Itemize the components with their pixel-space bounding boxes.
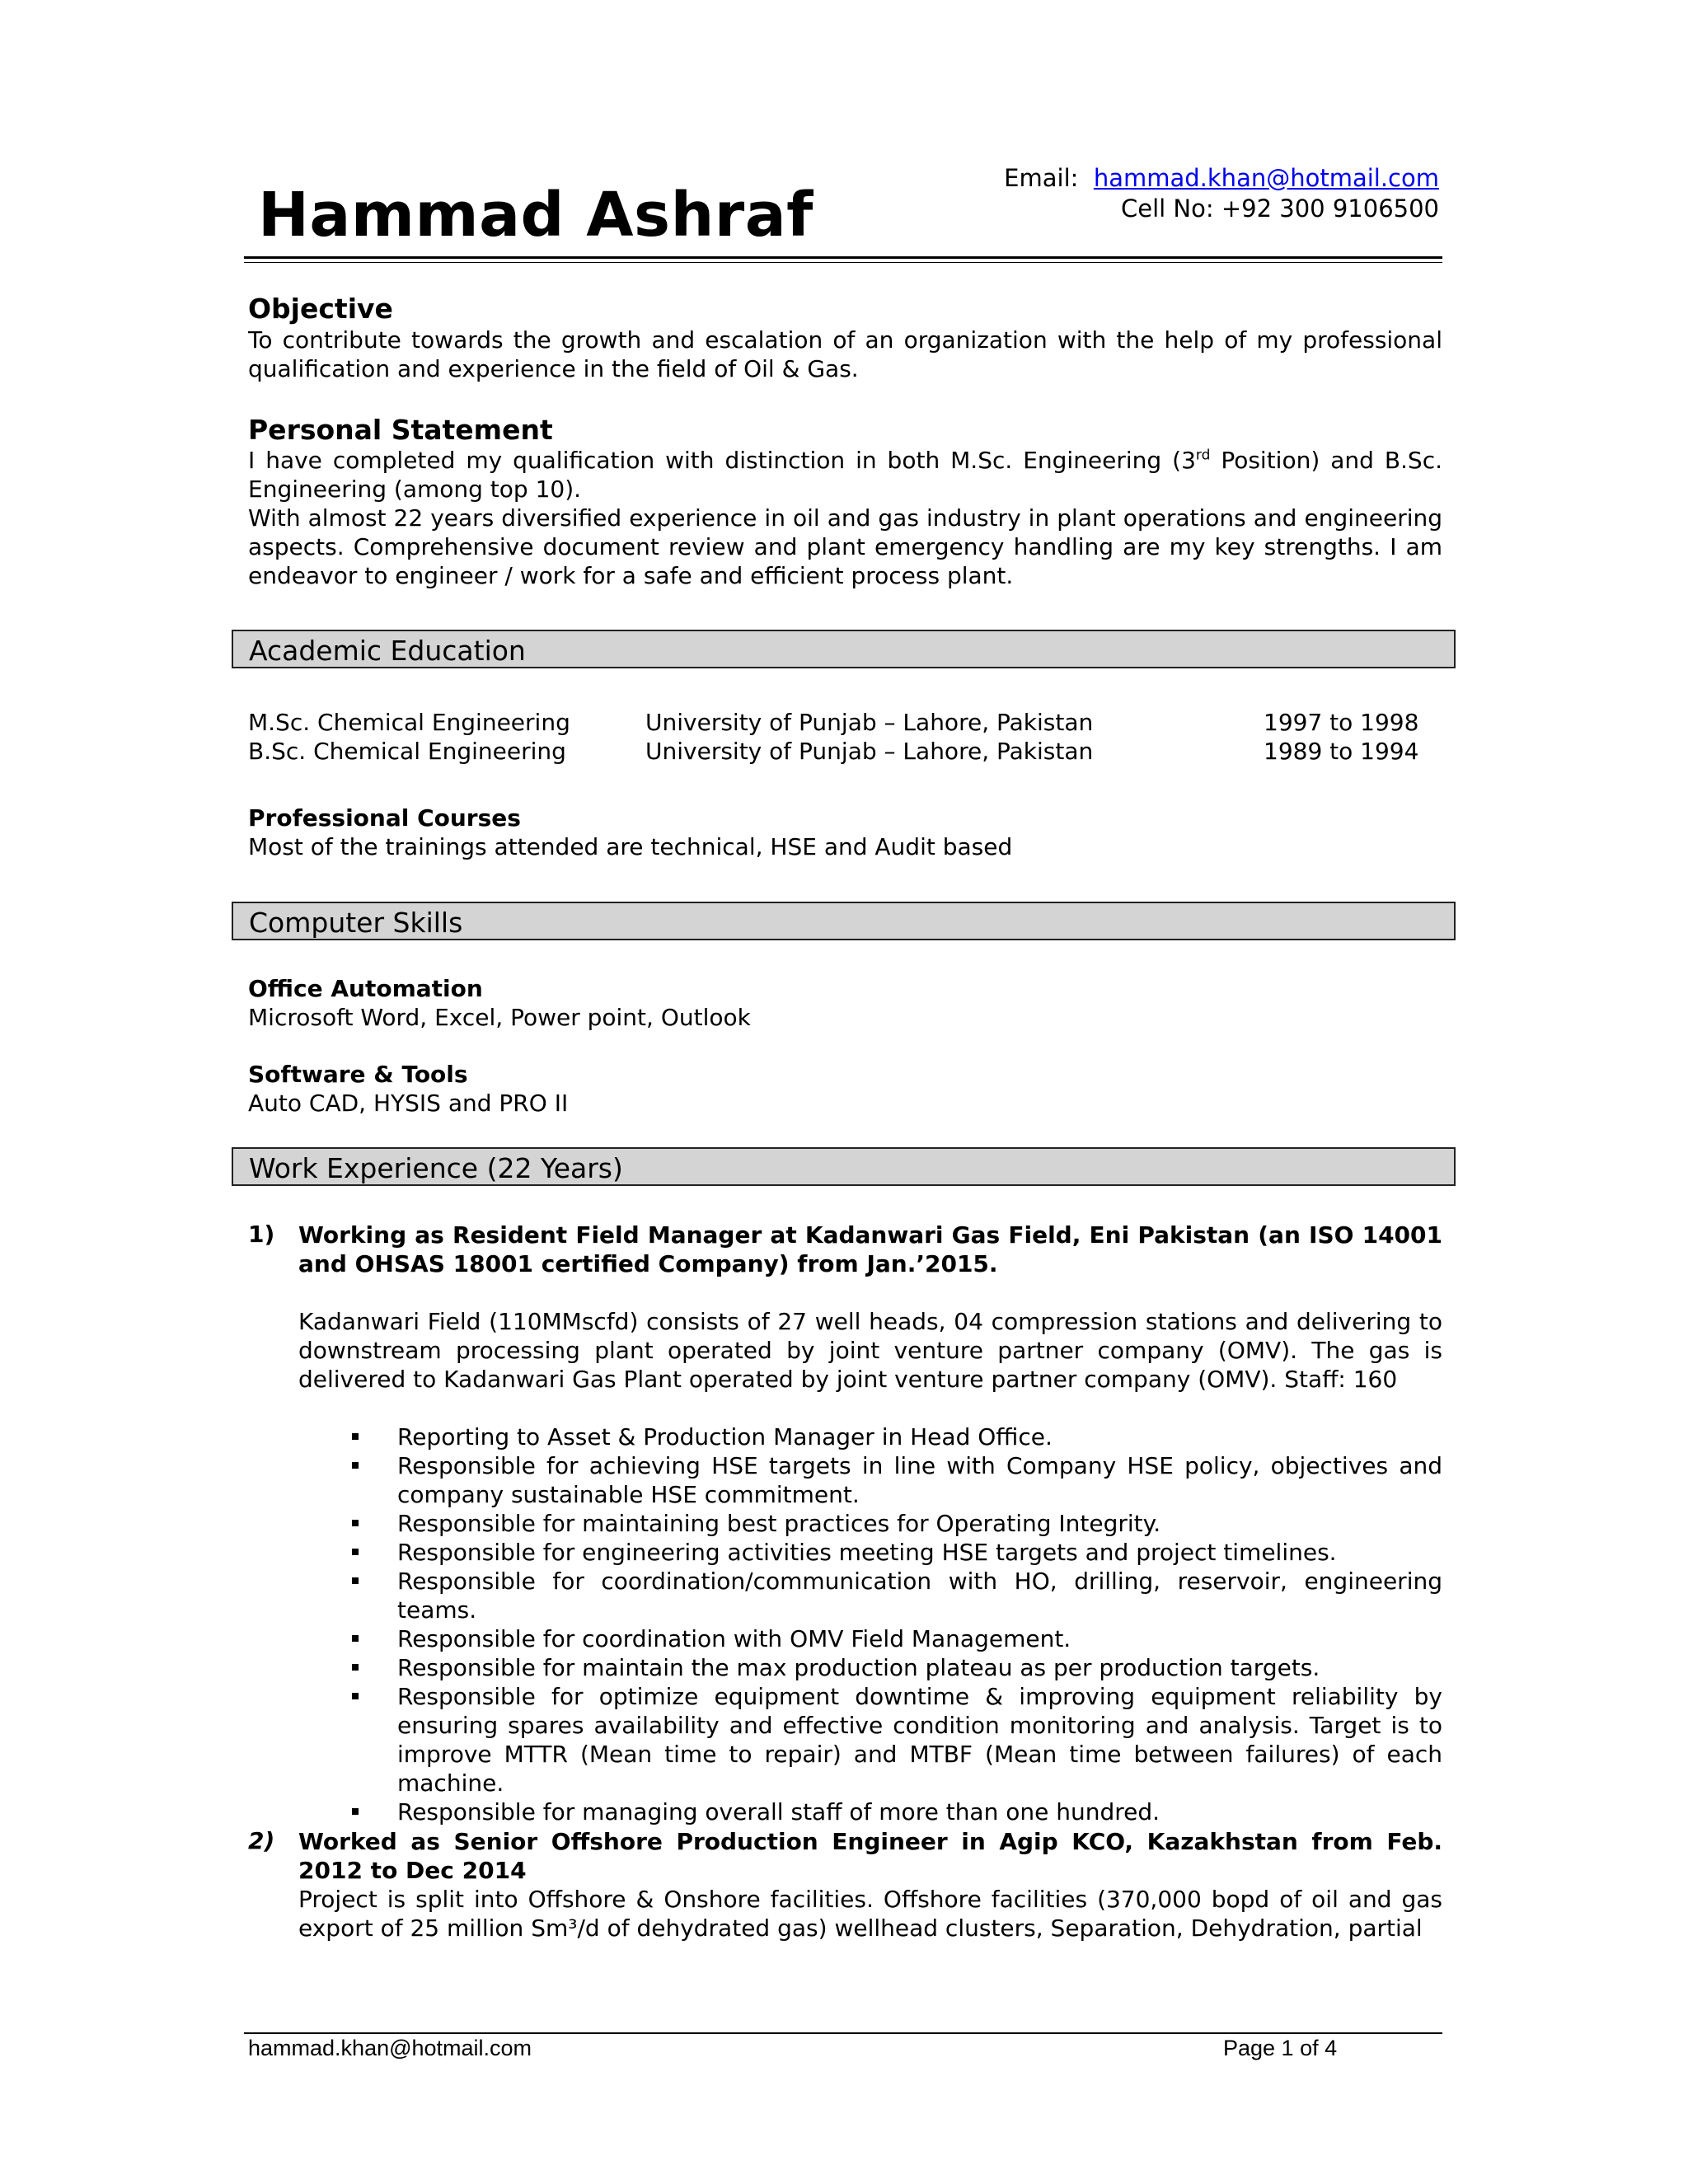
- computer-skills-heading: Computer Skills: [249, 907, 463, 939]
- bullet-icon: [352, 1462, 359, 1469]
- cell-number: Cell No: +92 300 9106500: [1121, 194, 1439, 223]
- candidate-name: Hammad Ashraf: [258, 180, 814, 251]
- list-item: Responsible for maintain the max production plateau as per production targets.: [298, 1653, 1442, 1682]
- list-item: Responsible for maintaining best practices for Operating Integrity.: [298, 1509, 1442, 1538]
- years: 1989 to 1994: [1264, 738, 1419, 765]
- bullet-icon: [352, 1808, 359, 1815]
- list-item: Responsible for managing overall staff of more than one hundred.: [298, 1797, 1442, 1826]
- footer-email-link[interactable]: hammad.khan@hotmail.com: [248, 2036, 532, 2060]
- job-number: 2): [248, 1827, 275, 1854]
- education-row: [248, 709, 1451, 738]
- bullet-icon: [352, 1664, 359, 1671]
- list-item: Responsible for coordination with OMV Field Management.: [298, 1624, 1442, 1653]
- personal-statement-heading: Personal Statement: [248, 414, 553, 446]
- job-description: Project is split into Offshore & Onshore facilities. Offshore facilities (370,000 bopd of oil and gas export of 25 million Sm³/d of dehydrated gas) wellhead clusters, Separation, Dehydration, partial: [298, 1886, 1442, 1942]
- bullet-icon: [352, 1549, 359, 1555]
- bullet-icon: [352, 1433, 359, 1440]
- list-item: Responsible for optimize equipment downtime & improving equipment reliability by ensuring spares availability and effective condition monitoring and analysis. Target is to improve MTTR (Mean time to repair) and MTBF (Mean time between failures) of each machine.: [298, 1682, 1442, 1797]
- list-item: Responsible for coordination/communication with HO, drilling, reservoir, engineering teams.: [298, 1567, 1442, 1624]
- header-rule-thin: [244, 262, 1442, 263]
- work-experience-heading: Work Experience (22 Years): [249, 1152, 623, 1184]
- job-responsibilities: [298, 1422, 1442, 1826]
- section-bar-computer-skills: [232, 902, 1456, 940]
- email-label: Email:: [1004, 164, 1079, 192]
- list-item: Responsible for engineering activities meeting HSE targets and project timelines.: [298, 1538, 1442, 1567]
- job-title: Working as Resident Field Manager at Kadanwari Gas Field, Eni Pakistan (an ISO 14001 and OHSAS 18001 certified Company) from Jan.’2015.: [298, 1221, 1442, 1277]
- software-tools-text: Auto CAD, HYSIS and PRO II: [248, 1090, 569, 1117]
- section-bar-work-experience: [232, 1147, 1456, 1186]
- office-automation-heading: Office Automation: [248, 975, 483, 1002]
- job-number: 1): [248, 1221, 275, 1248]
- email-line: [1004, 163, 1439, 194]
- contact-block: [1004, 163, 1439, 224]
- education-heading: Academic Education: [249, 635, 526, 667]
- personal-statement-p2: With almost 22 years diversified experience in oil and gas industry in plant operations and engineering aspects. Comprehensive document review and plant emergency handling are my key strengths. I am endeavor to engineer / work for a safe and efficient process plant.: [248, 504, 1442, 589]
- degree: B.Sc. Chemical Engineering: [248, 738, 566, 765]
- education-row: [248, 738, 1451, 766]
- objective-heading: Objective: [248, 293, 393, 325]
- institute: University of Punjab – Lahore, Pakistan: [645, 709, 1094, 736]
- institute: University of Punjab – Lahore, Pakistan: [645, 738, 1094, 765]
- degree: M.Sc. Chemical Engineering: [248, 709, 570, 736]
- office-automation-text: Microsoft Word, Excel, Power point, Outlook: [248, 1004, 751, 1031]
- bullet-icon: [352, 1577, 359, 1584]
- header-rule-thick: [244, 256, 1442, 259]
- years: 1997 to 1998: [1264, 709, 1419, 736]
- objective-text: To contribute towards the growth and escalation of an organization with the help of my professional qualification and experience in the field of Oil & Gas.: [248, 326, 1442, 382]
- footer-rule: [244, 2032, 1442, 2034]
- list-item: Reporting to Asset & Production Manager in Head Office.: [298, 1422, 1442, 1451]
- personal-statement-p1: I have completed my qualification with distinction in both M.Sc. Engineering (3rd Position) and B.Sc. Engineering (among top 10).: [248, 447, 1442, 503]
- professional-courses-heading: Professional Courses: [248, 804, 521, 832]
- section-bar-education: [232, 630, 1456, 668]
- bullet-icon: [352, 1520, 359, 1526]
- bullet-icon: [352, 1635, 359, 1642]
- page-number: Page 1 of 4: [1223, 2036, 1338, 2060]
- job-description: Kadanwari Field (110MMscfd) consists of 27 well heads, 04 compression stations and delivering to downstream processing plant operated by joint venture partner company (OMV). The gas is delivered to Kadanwari Gas Plant operated by joint venture partner company (OMV). Staff: 160: [298, 1308, 1442, 1393]
- professional-courses-text: Most of the trainings attended are technical, HSE and Audit based: [248, 833, 1013, 860]
- footer-email: [248, 2036, 532, 2061]
- list-item: Responsible for achieving HSE targets in line with Company HSE policy, objectives and company sustainable HSE commitment.: [298, 1451, 1442, 1509]
- software-tools-heading: Software & Tools: [248, 1061, 468, 1088]
- bullet-icon: [352, 1693, 359, 1699]
- job-title: Worked as Senior Offshore Production Engineer in Agip KCO, Kazakhstan from Feb. 2012 to Dec 2014: [298, 1828, 1442, 1884]
- email-link[interactable]: hammad.khan@hotmail.com: [1093, 164, 1439, 192]
